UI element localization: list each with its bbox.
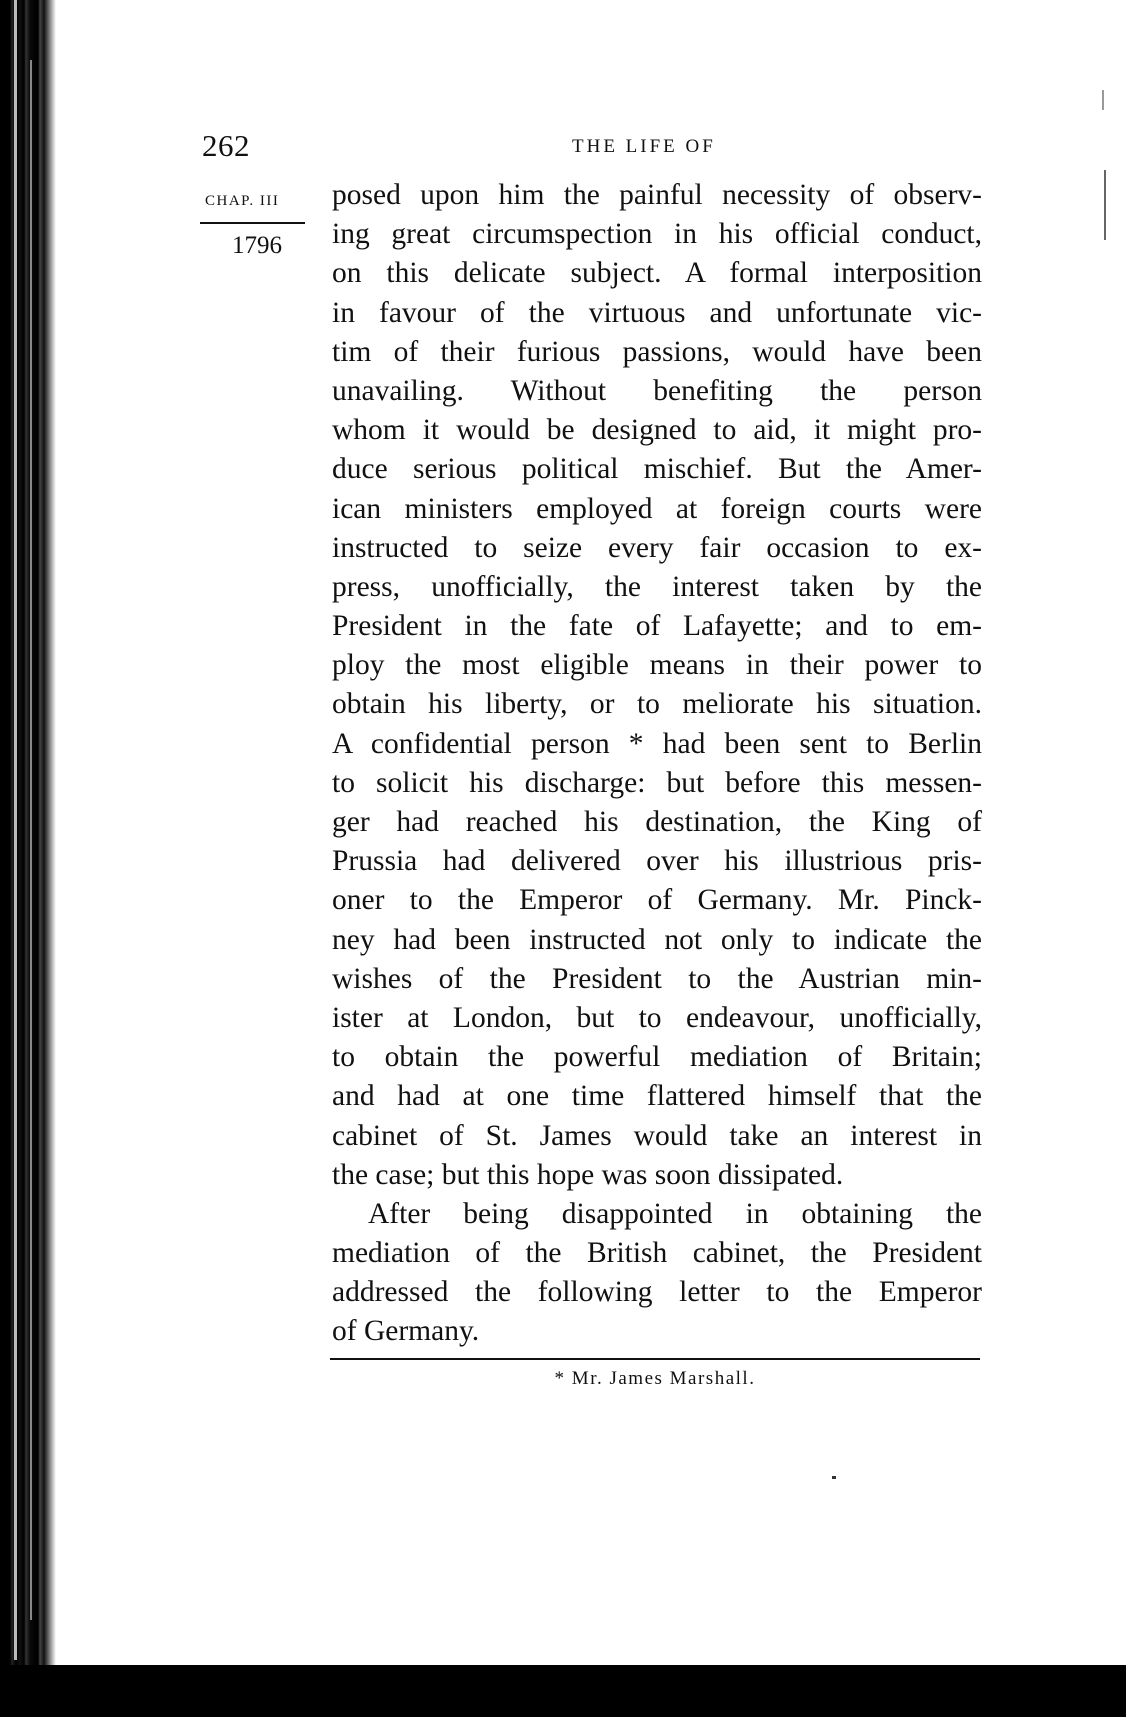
- text-line: ploy the most eligible means in their power to: [332, 649, 982, 682]
- body-text: [332, 176, 982, 1352]
- text-line: After being disappointed in obtaining the: [368, 1197, 982, 1230]
- text-line: A confidential person * had been sent to Berlin: [332, 727, 982, 760]
- text-line: to obtain the powerful mediation of Britain;: [332, 1041, 982, 1074]
- margin-year-note: 1796: [232, 232, 282, 259]
- text-line: ger had reached his destination, the King of: [332, 806, 982, 838]
- text-line: ister at London, but to endeavour, unofficially,: [332, 1001, 982, 1034]
- text-line: wishes of the President to the Austrian min-: [332, 962, 982, 995]
- book-binding-shadow: [0, 0, 60, 1717]
- margin-rule: [200, 222, 305, 224]
- text-line: press, unofficially, the interest taken by the: [332, 570, 982, 603]
- text-line: tim of their furious passions, would have been: [332, 335, 982, 368]
- page-right-edge: [1096, 0, 1126, 1665]
- text-line: mediation of the British cabinet, the President: [332, 1237, 982, 1270]
- margin-chapter-note: CHAP. III: [205, 193, 280, 209]
- text-line: obtain his liberty, or to meliorate his situation.: [332, 688, 982, 721]
- text-line: instructed to seize every fair occasion to ex-: [332, 531, 982, 564]
- text-line: and had at one time flattered himself that the: [332, 1080, 982, 1113]
- running-title: THE LIFE OF: [572, 136, 716, 157]
- text-line: in favour of the virtuous and unfortunate vic-: [332, 296, 982, 329]
- text-line: the case; but this hope was soon dissipated.: [332, 1158, 844, 1191]
- text-line: whom it would be designed to aid, it might pro-: [332, 414, 982, 447]
- text-line: oner to the Emperor of Germany. Mr. Pinck-: [332, 884, 982, 917]
- text-line: to solicit his discharge: but before this messen-: [332, 766, 982, 799]
- text-line: on this delicate subject. A formal interposition: [332, 257, 982, 290]
- page-number: 262: [202, 128, 250, 163]
- text-line: cabinet of St. James would take an interest in: [332, 1119, 982, 1152]
- text-line: ney had been instructed not only to indicate the: [332, 923, 982, 956]
- text-line: ican ministers employed at foreign courts were: [332, 492, 982, 525]
- text-line: Prussia had delivered over his illustrious pris-: [332, 845, 982, 878]
- footnote-rule: [330, 1358, 980, 1360]
- text-line: ing great circumspection in his official conduct,: [332, 218, 982, 251]
- text-line: addressed the following letter to the Emperor: [332, 1276, 982, 1309]
- text-line: of Germany.: [332, 1315, 480, 1348]
- page-speck: [832, 1476, 836, 1479]
- text-line: President in the fate of Lafayette; and to em-: [332, 610, 982, 643]
- text-line: posed upon him the painful necessity of observ-: [332, 179, 982, 211]
- footnote: * Mr. James Marshall.: [554, 1368, 756, 1389]
- text-line: duce serious political mischief. But the Amer-: [332, 453, 982, 486]
- text-line: unavailing. Without benefiting the person: [332, 374, 982, 407]
- scan-bottom-border: [0, 1665, 1126, 1717]
